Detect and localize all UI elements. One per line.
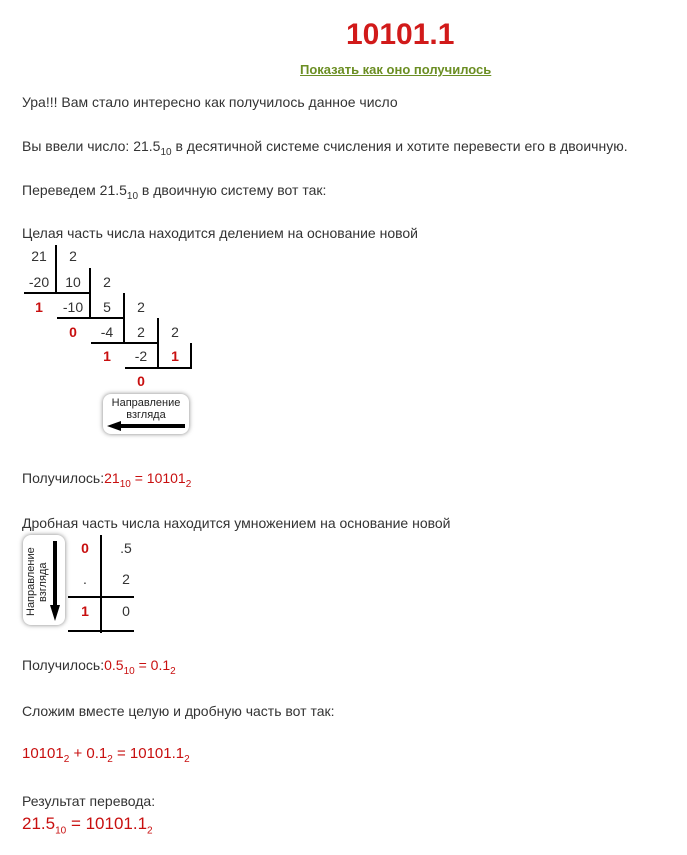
translate-number: 21.5 xyxy=(99,182,127,198)
division-line xyxy=(91,342,158,344)
result-lhs-base: 10 xyxy=(119,478,131,490)
sum-heading: Сложим вместе целую и дробную часть вот так: xyxy=(22,703,335,719)
division-line xyxy=(157,318,159,368)
direction-label: Направление взгляда xyxy=(111,397,181,421)
div-cell: 5 xyxy=(103,299,111,315)
entered-line xyxy=(22,138,628,158)
result-rhs: = 0.1 xyxy=(134,657,171,673)
division-line xyxy=(190,343,192,369)
div-cell: 2 xyxy=(103,274,111,290)
fraction-line xyxy=(68,630,134,632)
result-lhs: 21 xyxy=(104,470,120,486)
fraction-line xyxy=(68,596,134,598)
div-cell: 2 xyxy=(69,248,77,264)
fraction-heading: Дробная часть числа находится умножением на основание новой xyxy=(22,515,451,531)
division-line xyxy=(24,292,90,294)
integer-heading: Целая часть числа находится делением на основание новой xyxy=(22,225,418,241)
arrow-left-icon xyxy=(107,421,187,431)
div-cell: -10 xyxy=(62,299,84,315)
div-cell: 2 xyxy=(171,324,179,340)
translate-suffix: в двоичную систему вот так: xyxy=(138,182,327,198)
result-label: Получилось: xyxy=(22,470,105,486)
direction-badge-vertical xyxy=(23,535,65,625)
fraction-result xyxy=(22,657,176,677)
direction-label: Направление взгляда xyxy=(25,547,49,617)
result-lhs-base: 10 xyxy=(123,665,135,677)
division-line xyxy=(123,293,125,343)
sum-equation: $10101_2 + 0.1_2 = 10101.1_2$ xyxy=(22,745,190,765)
div-cell: 21 xyxy=(31,248,47,264)
fraction-cell: 1 xyxy=(81,603,89,619)
result-lhs: 0.5 xyxy=(104,657,124,673)
entered-prefix: Вы ввели число: xyxy=(22,138,134,154)
result-title: 10101.1 xyxy=(346,18,455,51)
translate-prefix: Переведем xyxy=(22,182,100,198)
division-line xyxy=(125,367,192,369)
final-label: Результат перевода: xyxy=(22,793,156,809)
div-cell: 2 xyxy=(137,324,145,340)
division-line xyxy=(89,268,91,318)
entered-base: 10 xyxy=(160,146,172,158)
division-line xyxy=(57,317,124,319)
fraction-cell: 0 xyxy=(81,540,89,556)
div-cell: -4 xyxy=(100,324,114,340)
remainder-cell: 0 xyxy=(69,324,77,340)
remainder-cell: 1 xyxy=(103,348,111,364)
result-label: Получилось: xyxy=(22,657,105,673)
result-rhs-base: 2 xyxy=(170,665,176,677)
result-rhs: = 10101 xyxy=(130,470,186,486)
arrow-down-icon xyxy=(50,541,60,621)
translate-line xyxy=(22,182,326,202)
final-equation: $21.5_{10} = 10101.1_2$ xyxy=(22,814,153,837)
show-how-link[interactable]: Показать как оно получилось xyxy=(300,62,492,77)
div-cell: -2 xyxy=(134,348,148,364)
div-cell: -20 xyxy=(28,274,50,290)
fraction-cell: . xyxy=(83,571,87,587)
remainder-cell: 1 xyxy=(171,348,179,364)
div-cell: 10 xyxy=(65,274,81,290)
remainder-cell: 0 xyxy=(137,373,145,389)
fraction-line xyxy=(100,535,102,633)
direction-badge xyxy=(103,394,189,434)
integer-result xyxy=(22,470,191,490)
div-cell: 2 xyxy=(137,299,145,315)
entered-number: 21.5 xyxy=(133,138,161,154)
intro-text: Ура!!! Вам стало интересно как получилось данное число xyxy=(22,94,398,110)
fraction-cell: 0 xyxy=(122,603,130,619)
fraction-cell: 2 xyxy=(122,571,130,587)
entered-suffix: в десятичной системе счисления и хотите перевести его в двоичную. xyxy=(171,138,628,154)
translate-base: 10 xyxy=(126,190,139,202)
fraction-cell: .5 xyxy=(120,540,132,556)
remainder-cell: 1 xyxy=(35,299,43,315)
result-rhs-base: 2 xyxy=(185,478,192,490)
division-line xyxy=(55,245,57,293)
